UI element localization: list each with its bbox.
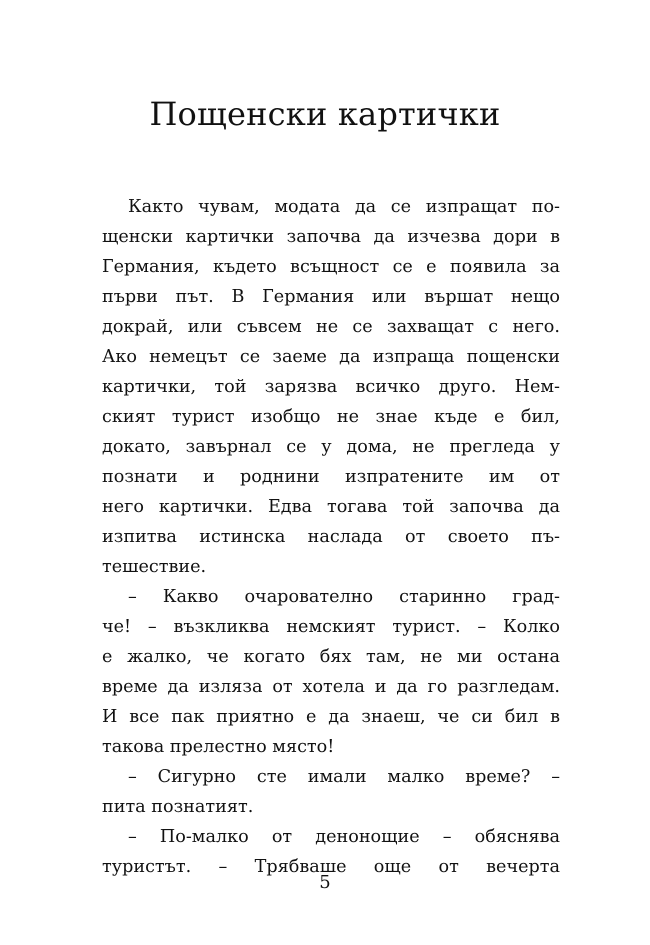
page-number: 5 (319, 872, 331, 893)
text-line: познати и роднини изпратените им от (102, 467, 560, 487)
text-line: е жалко, че когато бях там, не ми остана (102, 647, 560, 667)
text-line: него картички. Едва тогава той започва да (102, 497, 560, 517)
chapter-title: Пощенски картички (149, 95, 501, 133)
text-line: картички, той зарязва всичко друго. Нем- (102, 377, 560, 397)
text-line: – По-малко от денонощие – обяснява (128, 827, 560, 847)
text-line: щенски картички започва да изчезва дори в (102, 227, 560, 247)
text-line: изпитва истинска наслада от своето пъ- (102, 527, 560, 547)
text-line: че! – възкликва немският турист. – Колко (102, 617, 560, 637)
text-line: туристът. – Трябваше още от вечерта (102, 857, 560, 877)
text-line: Ако немецът се заеме да изпраща пощенски (102, 347, 560, 367)
text-line: такова прелестно място! (102, 737, 335, 757)
text-line: И все пак приятно е да знаеш, че си бил в (102, 707, 560, 727)
text-line: – Какво очарователно старинно град- (128, 587, 560, 607)
text-line: докрай, или съвсем не се захващат с него. (102, 317, 560, 337)
text-line: пита познатият. (102, 797, 254, 817)
text-line: първи път. В Германия или вършат нещо (102, 287, 560, 307)
text-line: Както чувам, модата да се изпращат по- (128, 197, 560, 217)
text-line: тешествие. (102, 557, 207, 577)
text-line: докато, завърнал се у дома, не прегледа у (102, 437, 560, 457)
text-line: – Сигурно сте имали малко време? – (128, 767, 560, 787)
text-line: време да изляза от хотела и да го разгледам. (102, 677, 560, 697)
text-line: Германия, където всъщност се е появила за (102, 257, 560, 277)
text-line: ският турист изобщо не знае къде е бил, (102, 407, 560, 427)
body-text (102, 192, 560, 882)
